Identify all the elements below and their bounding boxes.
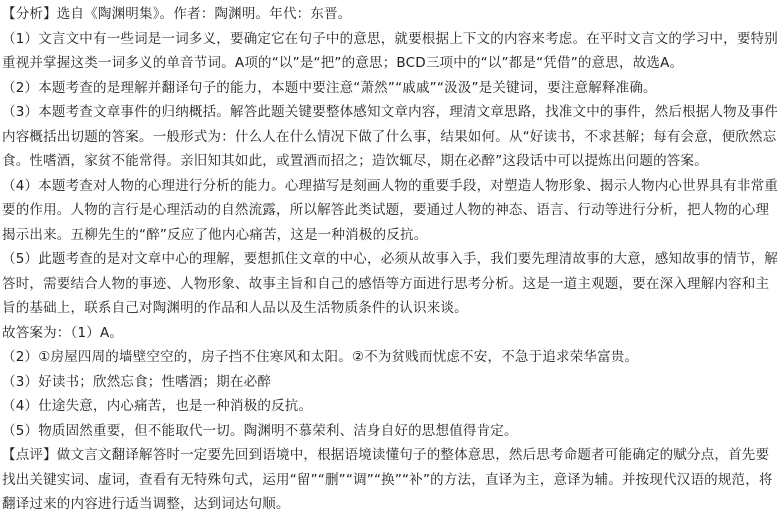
- answer-5: （5）物质固然重要，但不能取代一切。陶渊明不慕荣利、洁身自好的思想值得肯定。: [2, 422, 518, 439]
- answer-2: （2）①房屋四周的墙壁空空的，房子挡不住寒风和太阳。②不为贫贱而忧虑不安，不急于追求荣华富贵。: [2, 349, 639, 365]
- analysis-header: 【分析】选自《陶渊明集》。作者：陶渊明。年代：东晋。: [2, 6, 352, 22]
- answer-4: （4）仕途失意，内心痛苦，也是一种消极的反抗。: [2, 398, 313, 414]
- analysis-paragraph-5: （5）此题考查的是对文章中心的理解，要想抓住文章的中心，必须从故事入手，我们要先理清故事的大意，感知故事的情节，解答时，需要结合人物的事迹、人物形象、故事主旨和自己的感悟等方面进行思考分析。这是一道主观题，要在深入理解内容和主旨的基础上，联系自己对陶渊明的作品和人品以及生活物质条件的认识来谈。: [2, 251, 778, 316]
- analysis-paragraph-3: （3）本题考查文章事件的归纳概括。解答此题关键要整体感知文章内容，理清文章思路，找准文中的事件，然后根据人物及事件内容概括出切题的答案。一般形式为：什么人在什么情况下做了什么事，结果如何。从“好读书，不求甚解；每有会意，便欣然忘食。性嗜酒，家贫不能常得。亲旧知其如此，或置酒而招之；造饮辄尽，期在必醉”这段话中可以提炼出问题的答案。: [2, 104, 778, 169]
- analysis-paragraph-4: （4）本题考查对人物的心理进行分析的能力。心理描写是刻画人物的重要手段，对塑造人物形象、揭示人物内心世界具有非常重要的作用。人物的言行是心理活动的自然流露，所以解答此类试题，要通过人物的神态、语言、行动等进行分析，把人物的心理揭示出来。五柳先生的“醉”反应了他内心痛苦，这是一种消极的反抗。: [2, 177, 778, 243]
- answers-intro: 故答案为：（1）A。: [2, 324, 124, 341]
- answer-3: （3）好读书；欣然忘食；性嗜酒；期在必醉: [2, 373, 272, 390]
- comment-paragraph: 【点评】做文言文翻译解答时一定要先回到语境中，根据语境读懂句子的整体意思，然后思考命题者可能确定的赋分点，首先要找出关键实词、虚词，查看有无特殊句式，运用“留”“删”“调”“换”“补”的方法，直译为主，意译为辅。并按现代汉语的规范，将翻译过来的内容进行适当调整，达到词达句顺。: [2, 447, 773, 512]
- analysis-paragraph-1: （1）文言文中有一些词是一词多义，要确定它在句子中的意思，就要根据上下文的内容来考虑。在平时文言文的学习中，要特别重视并掌握这类一词多义的单音节词。A项的“以”是“把”的意思；BCD三项中的“以”都是“凭借”的意思，故选A。: [2, 30, 778, 71]
- analysis-paragraph-2: （2）本题考查的是理解并翻译句子的能力，本题中要注意“萧然”“戚戚”“汲汲”是关键词，要注意解释准确。: [2, 79, 657, 96]
- analysis-document: [2, 2, 778, 517]
